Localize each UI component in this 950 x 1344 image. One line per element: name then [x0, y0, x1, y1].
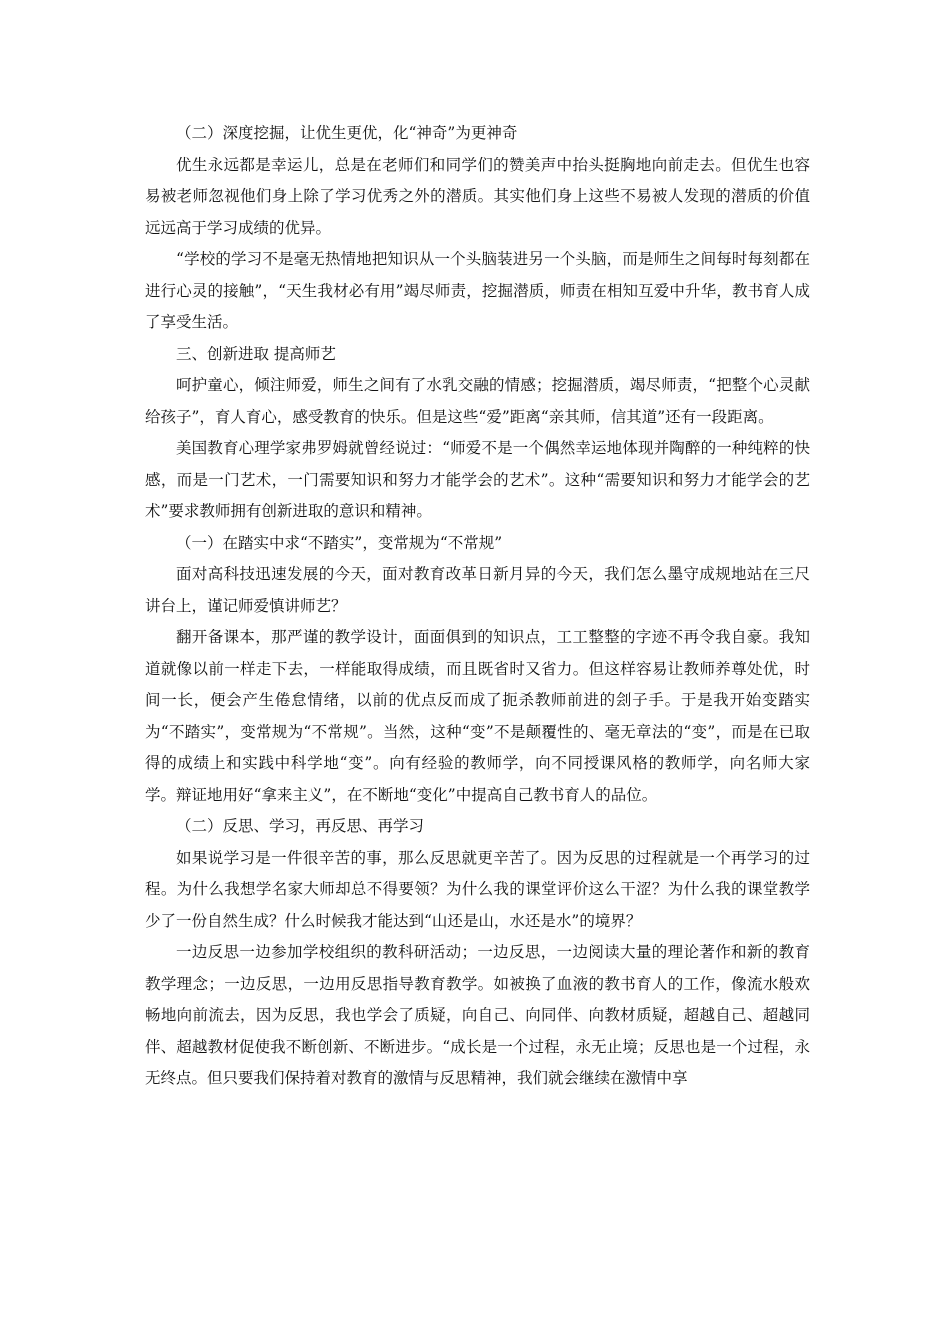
body-paragraph: 优生永远都是幸运儿，总是在老师们和同学们的赞美声中抬头挺胸地向前走去。但优生也容易被老师忽视他们身上除了学习优秀之外的潜质。其实他们身上这些不易被人发现的潜质的价值远远高于学习成绩的优异。 [145, 155, 810, 237]
body-paragraph: 一边反思一边参加学校组织的教科研活动；一边反思，一边阅读大量的理论著作和新的教育教学理念；一边反思，一边用反思指导教育教学。如被换了血液的教书育人的工作，像流水般欢畅地向前流去，因为反思，我也学会了质疑，向自己、向同伴、向教材质疑，超越自己、超越同伴、超越教材促使我不断创新、不断进步。“成长是一个过程，永无止境；反思也是一个过程，永无终点。但只要我们保持着对教育的激情与反思精神，我们就会继续在激情中享 [145, 943, 810, 1087]
section-heading: （二）反思、学习，再反思、再学习 [176, 817, 425, 835]
body-paragraph: 面对高科技迅速发展的今天，面对教育改革日新月异的今天，我们怎么墨守成规地站在三尺讲台上，谨记师爱慎讲师艺？ [145, 565, 810, 615]
section-heading: （二）深度挖掘，让优生更优，化“神奇”为更神奇 [176, 124, 518, 142]
section-heading: 三、创新进取 提高师艺 [176, 344, 336, 363]
body-paragraph: “学校的学习不是毫无热情地把知识从一个头脑装进另一个头脑，而是师生之间每时每刻都在进行心灵的接触”，“天生我材必有用”竭尽师责，挖掘潜质，师责在相知互爱中升华，教书育人成了享受生活。 [145, 250, 810, 331]
body-paragraph: 美国教育心理学家弗罗姆就曾经说过：“师爱不是一个偶然幸运地体现并陶醉的一种纯粹的快感，而是一门艺术，一门需要知识和努力才能学会的艺术”。这种“需要知识和努力才能学会的艺术”要求教师拥有创新进取的意识和精神。 [145, 439, 810, 520]
document-body [145, 118, 810, 1095]
body-paragraph: 如果说学习是一件很辛苦的事，那么反思就更辛苦了。因为反思的过程就是一个再学习的过程。为什么我想学名家大师却总不得要领？为什么我的课堂评价这么干涩？为什么我的课堂教学少了一份自然生成？什么时候我才能达到“山还是山，水还是水”的境界？ [145, 848, 810, 930]
body-paragraph: 呵护童心，倾注师爱，师生之间有了水乳交融的情感；挖掘潜质，竭尽师责，“把整个心灵献给孩子”，育人育心，感受教育的快乐。但是这些“爱”距离“亲其师，信其道”还有一段距离。 [145, 376, 810, 426]
body-paragraph: 翻开备课本，那严谨的教学设计，面面俱到的知识点，工工整整的字迹不再令我自豪。我知道就像以前一样走下去，一样能取得成绩，而且既省时又省力。但这样容易让教师养尊处优，时间一长，便会产生倦怠情绪，以前的优点反而成了扼杀教师前进的刽子手。于是我开始变踏实为“不踏实”，变常规为“不常规”。当然，这种“变”不是颠覆性的、毫无章法的“变”，而是在已取得的成绩上和实践中科学地“变”。向有经验的教师学，向不同授课风格的教师学，向名师大家学。辩证地用好“拿来主义”，在不断地“变化”中提高自己教书育人的品位。 [145, 628, 810, 804]
section-heading: （一）在踏实中求“不踏实”，变常规为“不常规” [176, 533, 503, 552]
